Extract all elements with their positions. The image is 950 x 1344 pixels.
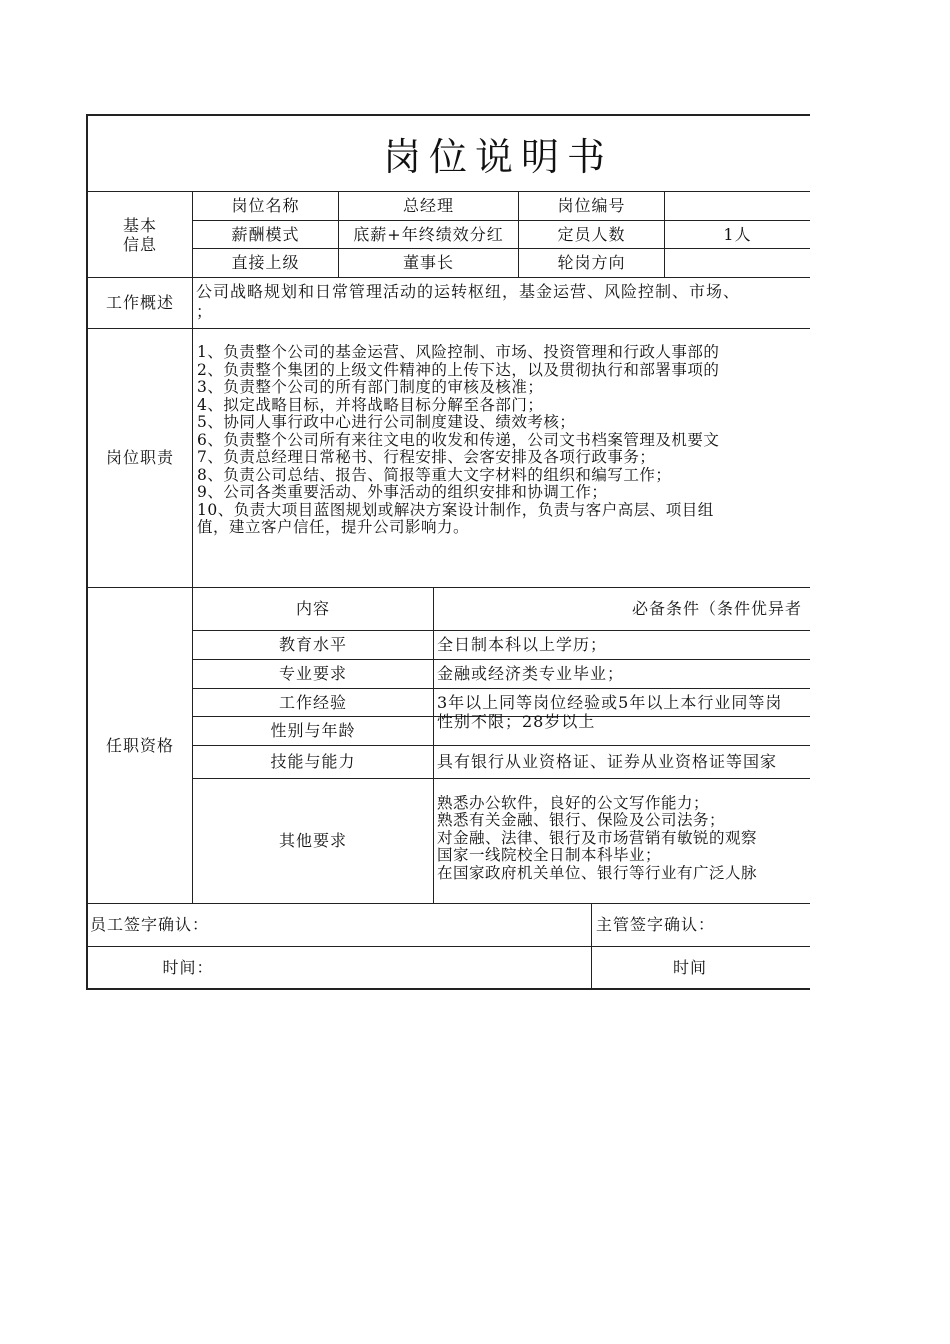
qual-req-major: 金融或经济类专业毕业；	[437, 664, 625, 683]
direct-superior-value: 董事长	[402, 253, 454, 272]
qual-item-other: 其他要求	[278, 831, 347, 850]
qual-item-education: 教育水平	[278, 635, 347, 654]
qualifications-label: 任职资格	[105, 735, 174, 755]
supervisor-time: 时间	[672, 957, 707, 977]
overview-label: 工作概述	[105, 293, 174, 312]
duty-item: 8、负责公司总结、报告、简报等重大文字材料的组织和编写工作；	[197, 465, 672, 484]
headcount-value: 1人	[723, 224, 752, 244]
duties-label: 岗位职责	[105, 448, 174, 467]
qual-req-other	[437, 795, 810, 882]
direct-superior-label: 直接上级	[231, 253, 300, 272]
other-requirement-line: 熟悉办公软件，良好的公文写作能力；	[437, 795, 710, 812]
duty-item: 3、负责整个公司的所有部门制度的审核及核准；	[197, 378, 544, 396]
position-name-value: 总经理	[402, 196, 454, 215]
basic-info-label: 基本 信息	[122, 215, 157, 254]
duty-item: 5、协同人事行政中心进行公司制度建设、绩效考核；	[197, 413, 576, 431]
qual-item-gender-age: 性别与年龄	[270, 721, 356, 740]
other-requirement-line: 国家一线院校全日制本科毕业；	[437, 846, 662, 865]
duty-item: 10、负责大项目蓝图规划或解决方案设计制作，负责与客户高层、项目组	[197, 500, 714, 519]
salary-mode-value: 底薪+年终绩效分红	[353, 224, 504, 244]
qual-req-skills: 具有银行从业资格证、证券从业资格证等国家	[437, 752, 778, 771]
supervisor-signature: 主管签字确认：	[596, 915, 716, 934]
overview-line-1: 公司战略规划和日常管理活动的运转枢纽，基金运营、风险控制、市场、	[196, 282, 741, 301]
border-bottom	[86, 988, 810, 990]
duties-list	[197, 344, 810, 537]
duty-item: 2、负责整个集团的上级文件精神的上传下达，以及贯彻执行和部署事项的	[197, 360, 720, 379]
duty-item: 值，建立客户信任，提升公司影响力。	[197, 518, 470, 536]
qual-item-skills: 技能与能力	[270, 752, 356, 771]
rotation-value	[665, 249, 810, 277]
other-requirement-line: 熟悉有关金融、银行、保险及公司法务；	[437, 811, 726, 830]
position-name-label: 岗位名称	[231, 196, 300, 215]
rotation-label: 轮岗方向	[557, 253, 626, 272]
other-requirement-line: 在国家政府机关单位、银行等行业有广泛人脉	[437, 863, 758, 882]
qual-item-experience: 工作经验	[278, 692, 347, 712]
qual-header-content: 内容	[295, 599, 330, 618]
duty-item: 7、负责总经理日常秘书、行程安排、会客安排及各项行政事务；	[197, 448, 656, 466]
headcount-label: 定员人数	[557, 224, 626, 244]
salary-mode-label: 薪酬模式	[231, 224, 300, 244]
duty-item: 6、负责整个公司所有来往文电的收发和传递，公司文书档案管理及机要文	[197, 430, 720, 449]
qual-req-education: 全日制本科以上学历；	[437, 635, 608, 654]
position-code-label: 岗位编号	[557, 196, 626, 215]
qual-header-requirement: 必备条件（条件优异者	[632, 599, 803, 618]
qual-req-experience: 3年以上同等岗位经验或5年以上本行业同等岗	[437, 692, 783, 712]
overview-line-2: ；	[196, 302, 214, 321]
position-code-value	[665, 192, 810, 220]
other-requirement-line: 对金融、法律、银行及市场营销有敏锐的观察	[437, 828, 758, 847]
qual-item-major: 专业要求	[278, 664, 347, 683]
duty-item: 1、负责整个公司的基金运营、风险控制、市场、投资管理和行政人事部的	[197, 344, 720, 361]
duty-item: 4、拟定战略目标，并将战略目标分解至各部门；	[197, 395, 544, 414]
employee-time: 时间：	[162, 957, 214, 977]
document-title: 岗位说明书	[382, 134, 613, 179]
qual-req-gender-age: 性别不限；28岁以上	[437, 712, 596, 731]
duty-item: 9、公司各类重要活动、外事活动的组织安排和协调工作；	[197, 483, 608, 501]
employee-signature: 员工签字确认：	[90, 915, 210, 934]
